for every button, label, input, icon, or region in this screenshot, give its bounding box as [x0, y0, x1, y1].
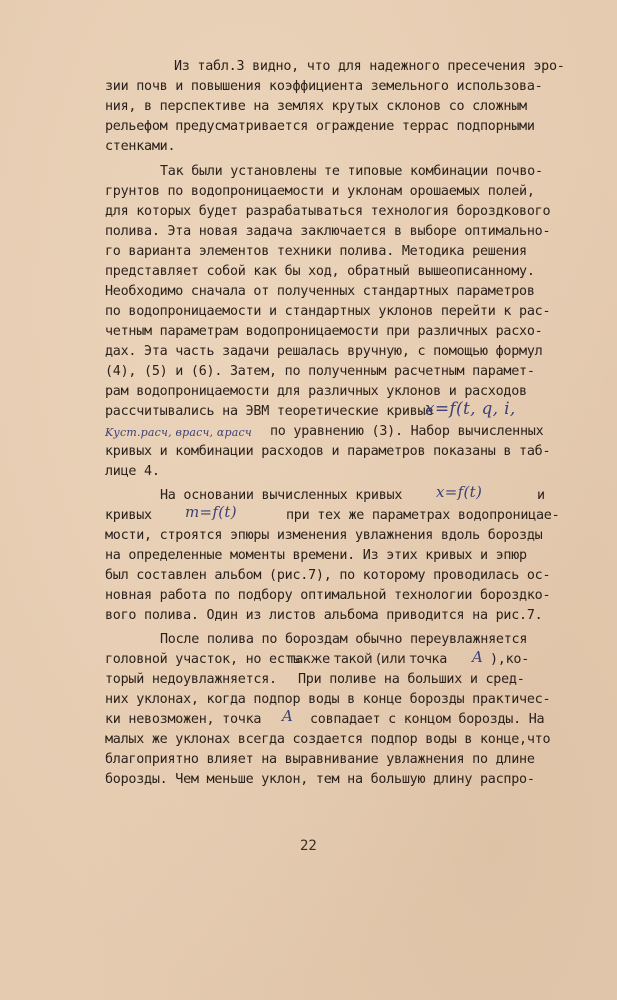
- text-line: На основании вычисленных кривых: [160, 488, 403, 503]
- text-line: ния, в перспективе на землях крутых склонов со сложным: [105, 99, 527, 114]
- text-line: представляет собой как бы ход, обратный вышеописанному.: [105, 264, 535, 279]
- text-line: головной участок, но есть: [105, 652, 301, 667]
- text-line: го варианта элементов техники полива. Методика решения: [105, 244, 527, 259]
- handwritten-formula: x=f(t): [436, 483, 483, 501]
- text-line: по уравнению (3). Набор вычисленных: [270, 424, 544, 439]
- text-line: новная работа по подбору оптимальной технологии бороздко-: [105, 588, 551, 603]
- inserted-text: также такой (или точка: [288, 652, 448, 667]
- text-line: и: [537, 488, 545, 503]
- text-line: Необходимо сначала от полученных стандартных параметров: [105, 284, 535, 299]
- text-line: зии почв и повышения коэффициента земельного использова-: [105, 79, 543, 94]
- text-line: малых же уклонах всегда создается подпор воды в конце,что: [105, 732, 551, 747]
- text-line: стенками.: [105, 139, 176, 154]
- text-line: ),ко-: [490, 652, 530, 667]
- text-line: при тех же параметрах водопроницае-: [286, 508, 560, 523]
- text-line: кривых: [105, 508, 152, 523]
- handwritten-formula: m=f(t): [185, 503, 237, 521]
- text-line: был составлен альбом (рис.7), по которому проводилась ос-: [105, 568, 551, 583]
- text-line: мости, строятся эпюры изменения увлажнения вдоль борозды: [105, 528, 543, 543]
- handwritten-symbol: A: [282, 707, 294, 725]
- text-line: полива. Эта новая задача заключается в выборе оптимально-: [105, 224, 551, 239]
- text-line: Из табл.3 видно, что для надежного пресечения эро-: [174, 59, 565, 74]
- text-line: кривых и комбинации расходов и параметров показаны в таб-: [105, 444, 551, 459]
- handwritten-symbol: A: [472, 648, 484, 666]
- page-number: 22: [300, 838, 317, 854]
- text-line: совпадает с концом борозды. На: [310, 712, 545, 727]
- text-line: Так были установлены те типовые комбинации почво-: [160, 164, 543, 179]
- text-line: (4), (5) и (6). Затем, по полученным расчетным парамет-: [105, 364, 535, 379]
- handwritten-formula: Kуст.расч, вpасч, αpасч: [105, 426, 252, 439]
- text-line: по водопроницаемости и стандартных уклонов перейти к рас-: [105, 304, 551, 319]
- text-line: рам водопроницаемости для различных уклонов и расходов: [105, 384, 527, 399]
- text-line: После полива по бороздам обычно переувлажняется: [160, 632, 528, 647]
- text-line: борозды. Чем меньше уклон, тем на большую длину распро-: [105, 772, 535, 787]
- handwritten-formula: x=f(t, q, i,: [425, 399, 516, 419]
- text-line: на определенные моменты времени. Из этих кривых и эпюр: [105, 548, 527, 563]
- text-line: дах. Эта часть задачи решалась вручную, с помощью формул: [105, 344, 543, 359]
- text-line: рельефом предусматривается ограждение террас подпорными: [105, 119, 535, 134]
- text-line: рассчитывались на ЭВМ теоретические кривые: [105, 404, 434, 419]
- text-line: них уклонах, когда подпор воды в конце борозды практичес-: [105, 692, 551, 707]
- text-line: вого полива. Один из листов альбома приводится на рис.7.: [105, 608, 543, 623]
- text-line: ки невозможен, точка: [105, 712, 262, 727]
- text-line: грунтов по водопроницаемости и уклонам орошаемых полей,: [105, 184, 535, 199]
- text-line: торый недоувлажняется.: [105, 672, 277, 687]
- text-line: для которых будет разрабатываться технология бороздкового: [105, 204, 551, 219]
- text-line: четным параметрам водопроницаемости при различных расхо-: [105, 324, 543, 339]
- text-line: При поливе на больших и сред-: [298, 672, 525, 687]
- text-line: благоприятно влияет на выравнивание увлажнения по длине: [105, 752, 535, 767]
- text-line: лице 4.: [105, 464, 160, 479]
